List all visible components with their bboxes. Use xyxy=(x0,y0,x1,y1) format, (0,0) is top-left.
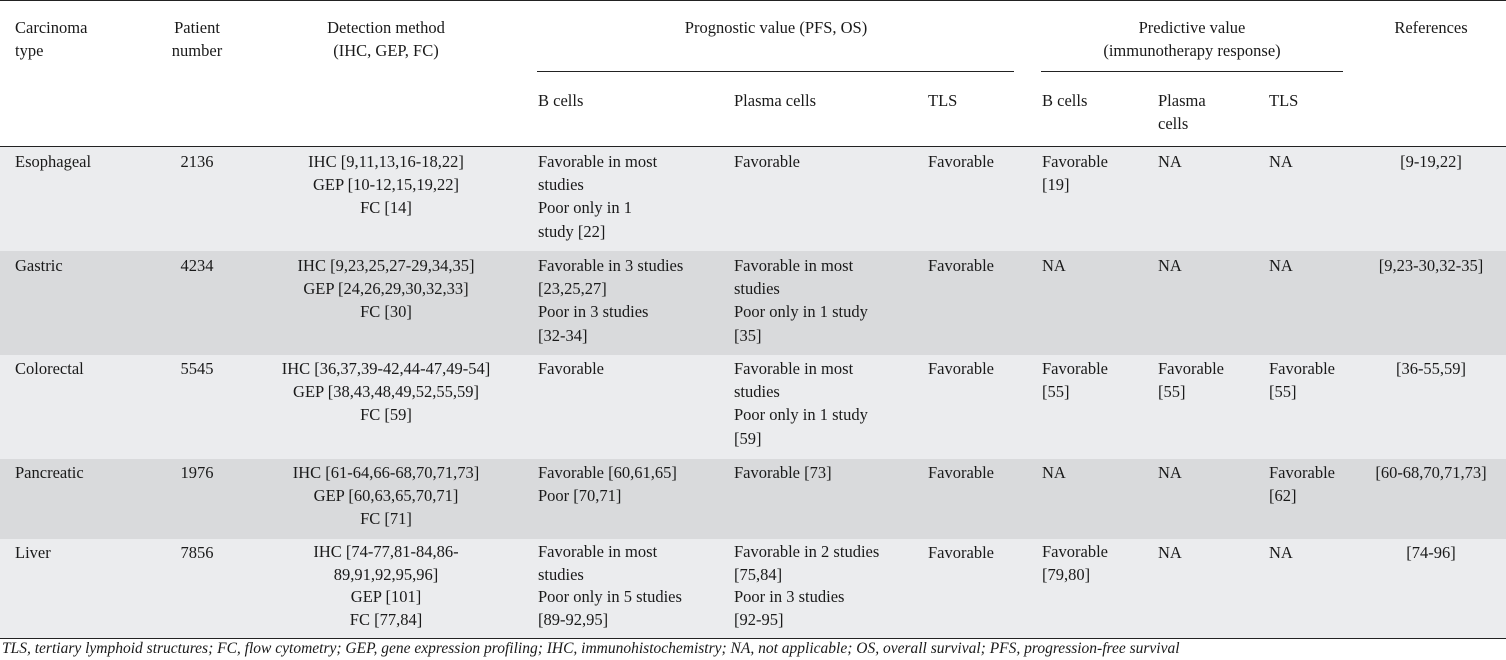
cell-line: studies xyxy=(538,564,584,584)
cell-line: study [22] xyxy=(538,221,606,241)
cell-references: [74-96] xyxy=(1406,543,1456,562)
cell-prog-plasma-cells xyxy=(734,150,800,173)
cell-line: studies xyxy=(734,382,780,402)
cell-line: Favorable xyxy=(1042,542,1108,561)
cell-line: Favorable xyxy=(1269,463,1335,482)
cell-line: IHC [61-64,66-68,70,71,73] xyxy=(292,463,480,482)
cell-line: Poor only in 1 study xyxy=(734,302,868,322)
cell-line: [59] xyxy=(734,428,762,448)
cell-line: NA xyxy=(1158,152,1182,171)
cell-line: FC [14] xyxy=(360,198,412,218)
cell-line: FC [59] xyxy=(360,405,412,425)
cell-line: (IHC, GEP, FC) xyxy=(333,41,439,61)
cell-line: FC [30] xyxy=(360,302,412,322)
predictive-underline xyxy=(1041,71,1343,72)
subheader-pred-plasma-cells xyxy=(1158,89,1206,135)
cell-line: Favorable xyxy=(1042,152,1108,171)
cell-line: studies xyxy=(538,175,584,195)
cell-line: 89,91,92,95,96] xyxy=(333,564,439,584)
cell-line: FC [71] xyxy=(360,509,412,529)
cell-pred-tls xyxy=(1269,357,1335,403)
cell-line: Poor in 3 studies xyxy=(538,302,649,322)
cell-prog-tls: Favorable xyxy=(928,359,994,378)
cell-line: Poor only in 1 study xyxy=(734,405,868,425)
cell-line: [75,84] xyxy=(734,564,783,584)
cell-detection-method xyxy=(293,461,480,531)
cell-prog-plasma-cells xyxy=(734,357,868,450)
cell-line: Favorable [60,61,65] xyxy=(538,463,677,482)
cell-line: NA xyxy=(1158,256,1182,275)
cell-line: NA xyxy=(1158,543,1182,562)
cell-line: IHC [36,37,39-42,44-47,49-54] xyxy=(281,359,491,378)
cell-pred-b-cells xyxy=(1042,541,1108,586)
cell-prog-b-cells xyxy=(538,541,682,631)
cell-references: [60-68,70,71,73] xyxy=(1375,463,1487,482)
header-predictive-value xyxy=(1103,16,1280,62)
cell-line: [55] xyxy=(1042,382,1070,402)
top-rule xyxy=(0,0,1506,1)
cell-line: Poor in 3 studies xyxy=(734,587,845,606)
cell-line: [55] xyxy=(1269,382,1297,402)
cell-line: [35] xyxy=(734,325,762,345)
subheader-prog-tls: TLS xyxy=(928,91,958,110)
cell-line: GEP [38,43,48,49,52,55,59] xyxy=(293,382,479,402)
cell-prog-tls: Favorable xyxy=(928,543,994,562)
cell-line: IHC [9,11,13,16-18,22] xyxy=(308,152,464,171)
cell-line: Poor [70,71] xyxy=(538,486,622,506)
cell-patient-number: 1976 xyxy=(180,463,214,482)
cell-prog-b-cells xyxy=(538,254,683,347)
prognostic-underline xyxy=(537,71,1014,72)
cell-prog-tls: Favorable xyxy=(928,256,994,275)
cell-line: Poor only in 5 studies xyxy=(538,587,682,606)
cell-carcinoma-type: Gastric xyxy=(15,256,63,275)
cell-pred-tls xyxy=(1269,254,1293,277)
cell-line: Favorable [73] xyxy=(734,463,832,482)
cell-line: NA xyxy=(1269,152,1293,171)
cell-line: Favorable xyxy=(538,359,604,378)
cell-line: NA xyxy=(1269,256,1293,275)
cell-pred-plasma-cells xyxy=(1158,357,1224,403)
cell-line: Favorable in most xyxy=(538,542,658,561)
cell-line: cells xyxy=(1158,114,1189,134)
cell-pred-plasma-cells xyxy=(1158,461,1182,484)
cell-line: Favorable in 2 studies xyxy=(734,542,880,561)
subheader-pred-b-cells: B cells xyxy=(1042,91,1088,110)
cell-line: Favorable in most xyxy=(538,152,658,171)
cell-carcinoma-type: Liver xyxy=(15,543,51,562)
cell-pred-b-cells xyxy=(1042,254,1066,277)
cell-pred-plasma-cells xyxy=(1158,541,1182,564)
cell-line: type xyxy=(15,41,44,61)
cell-line: studies xyxy=(734,279,780,299)
cell-detection-method xyxy=(298,254,475,324)
cell-line: NA xyxy=(1269,543,1293,562)
header-patient-number xyxy=(172,16,222,62)
cell-prog-b-cells xyxy=(538,150,657,243)
cell-line: IHC [9,23,25,27-29,34,35] xyxy=(297,256,475,275)
cell-line: Favorable in most xyxy=(734,359,854,378)
cell-carcinoma-type: Colorectal xyxy=(15,359,84,378)
subheader-pred-tls: TLS xyxy=(1269,91,1299,110)
cell-line: FC [77,84] xyxy=(349,609,423,629)
cell-line: NA xyxy=(1158,463,1182,482)
cell-prog-plasma-cells xyxy=(734,541,879,631)
cell-line: Favorable xyxy=(1158,359,1224,378)
cell-detection-method xyxy=(308,150,464,220)
cell-line: number xyxy=(171,41,223,61)
header-prognostic-value: Prognostic value (PFS, OS) xyxy=(684,18,868,37)
subheader-prog-plasma-cells: Plasma cells xyxy=(734,91,817,110)
header-carcinoma-type xyxy=(15,16,87,62)
cell-line: Poor only in 1 xyxy=(538,198,632,218)
cell-line: [62] xyxy=(1269,486,1297,506)
cell-line: [79,80] xyxy=(1042,564,1091,584)
cell-pred-tls xyxy=(1269,541,1293,564)
cell-line: Predictive value xyxy=(1138,18,1246,37)
cell-line: (immunotherapy response) xyxy=(1103,41,1281,61)
cell-pred-b-cells xyxy=(1042,357,1108,403)
cell-line: [92-95] xyxy=(734,609,784,629)
cell-detection-method xyxy=(282,357,491,427)
cell-patient-number: 7856 xyxy=(180,543,214,562)
cell-prog-b-cells xyxy=(538,357,604,380)
cell-pred-b-cells xyxy=(1042,461,1066,484)
cell-prog-plasma-cells xyxy=(734,254,868,347)
cell-line: Patient xyxy=(174,18,220,37)
cell-line: NA xyxy=(1042,463,1066,482)
cell-line: [23,25,27] xyxy=(538,279,607,299)
cell-line: Carcinoma xyxy=(15,18,88,37)
cell-line: GEP [101] xyxy=(350,587,422,606)
cell-carcinoma-type: Pancreatic xyxy=(15,463,84,482)
cell-references: [9-19,22] xyxy=(1400,152,1462,171)
cell-line: Favorable in most xyxy=(734,256,854,275)
cell-prog-plasma-cells xyxy=(734,461,832,484)
subheader-prog-b-cells: B cells xyxy=(538,91,584,110)
cell-prog-tls: Favorable xyxy=(928,463,994,482)
header-references: References xyxy=(1394,18,1468,37)
cell-line: Detection method xyxy=(327,18,445,37)
cell-patient-number: 4234 xyxy=(180,256,214,275)
cell-line: Favorable xyxy=(1042,359,1108,378)
cell-references: [36-55,59] xyxy=(1395,359,1467,378)
table-footnote: TLS, tertiary lymphoid structures; FC, flow cytometry; GEP, gene expression profiling; IHC, immunohistochemistry; NA, not applicable; OS, overall survival; PFS, progression-free survival xyxy=(2,640,1180,657)
header-bottom-rule xyxy=(0,146,1506,147)
cell-detection-method xyxy=(313,541,458,631)
cell-line: [19] xyxy=(1042,175,1070,195)
cell-line: Plasma xyxy=(1158,91,1206,110)
cell-line: GEP [60,63,65,70,71] xyxy=(313,486,459,506)
cell-pred-plasma-cells xyxy=(1158,254,1182,277)
cell-line: IHC [74-77,81-84,86- xyxy=(313,542,459,561)
cell-prog-tls: Favorable xyxy=(928,152,994,171)
header-detection-method xyxy=(327,16,445,62)
cell-pred-plasma-cells xyxy=(1158,150,1182,173)
cell-line: [89-92,95] xyxy=(538,609,609,629)
cell-line: Favorable xyxy=(734,152,800,171)
cell-pred-tls xyxy=(1269,150,1293,173)
cell-carcinoma-type: Esophageal xyxy=(15,152,92,171)
cell-prog-b-cells xyxy=(538,461,677,507)
cell-references: [9,23-30,32-35] xyxy=(1378,256,1484,275)
table-bottom-rule xyxy=(0,638,1506,639)
cell-line: GEP [24,26,29,30,32,33] xyxy=(303,279,469,299)
cell-line: NA xyxy=(1042,256,1066,275)
cell-pred-b-cells xyxy=(1042,150,1108,196)
cell-patient-number: 5545 xyxy=(180,359,214,378)
cell-line: Favorable in 3 studies xyxy=(538,256,684,275)
cell-patient-number: 2136 xyxy=(180,152,214,171)
cell-line: Favorable xyxy=(1269,359,1335,378)
cell-line: GEP [10-12,15,19,22] xyxy=(312,175,460,195)
cell-line: [55] xyxy=(1158,382,1186,402)
cell-pred-tls xyxy=(1269,461,1335,507)
cell-line: [32-34] xyxy=(538,325,588,345)
